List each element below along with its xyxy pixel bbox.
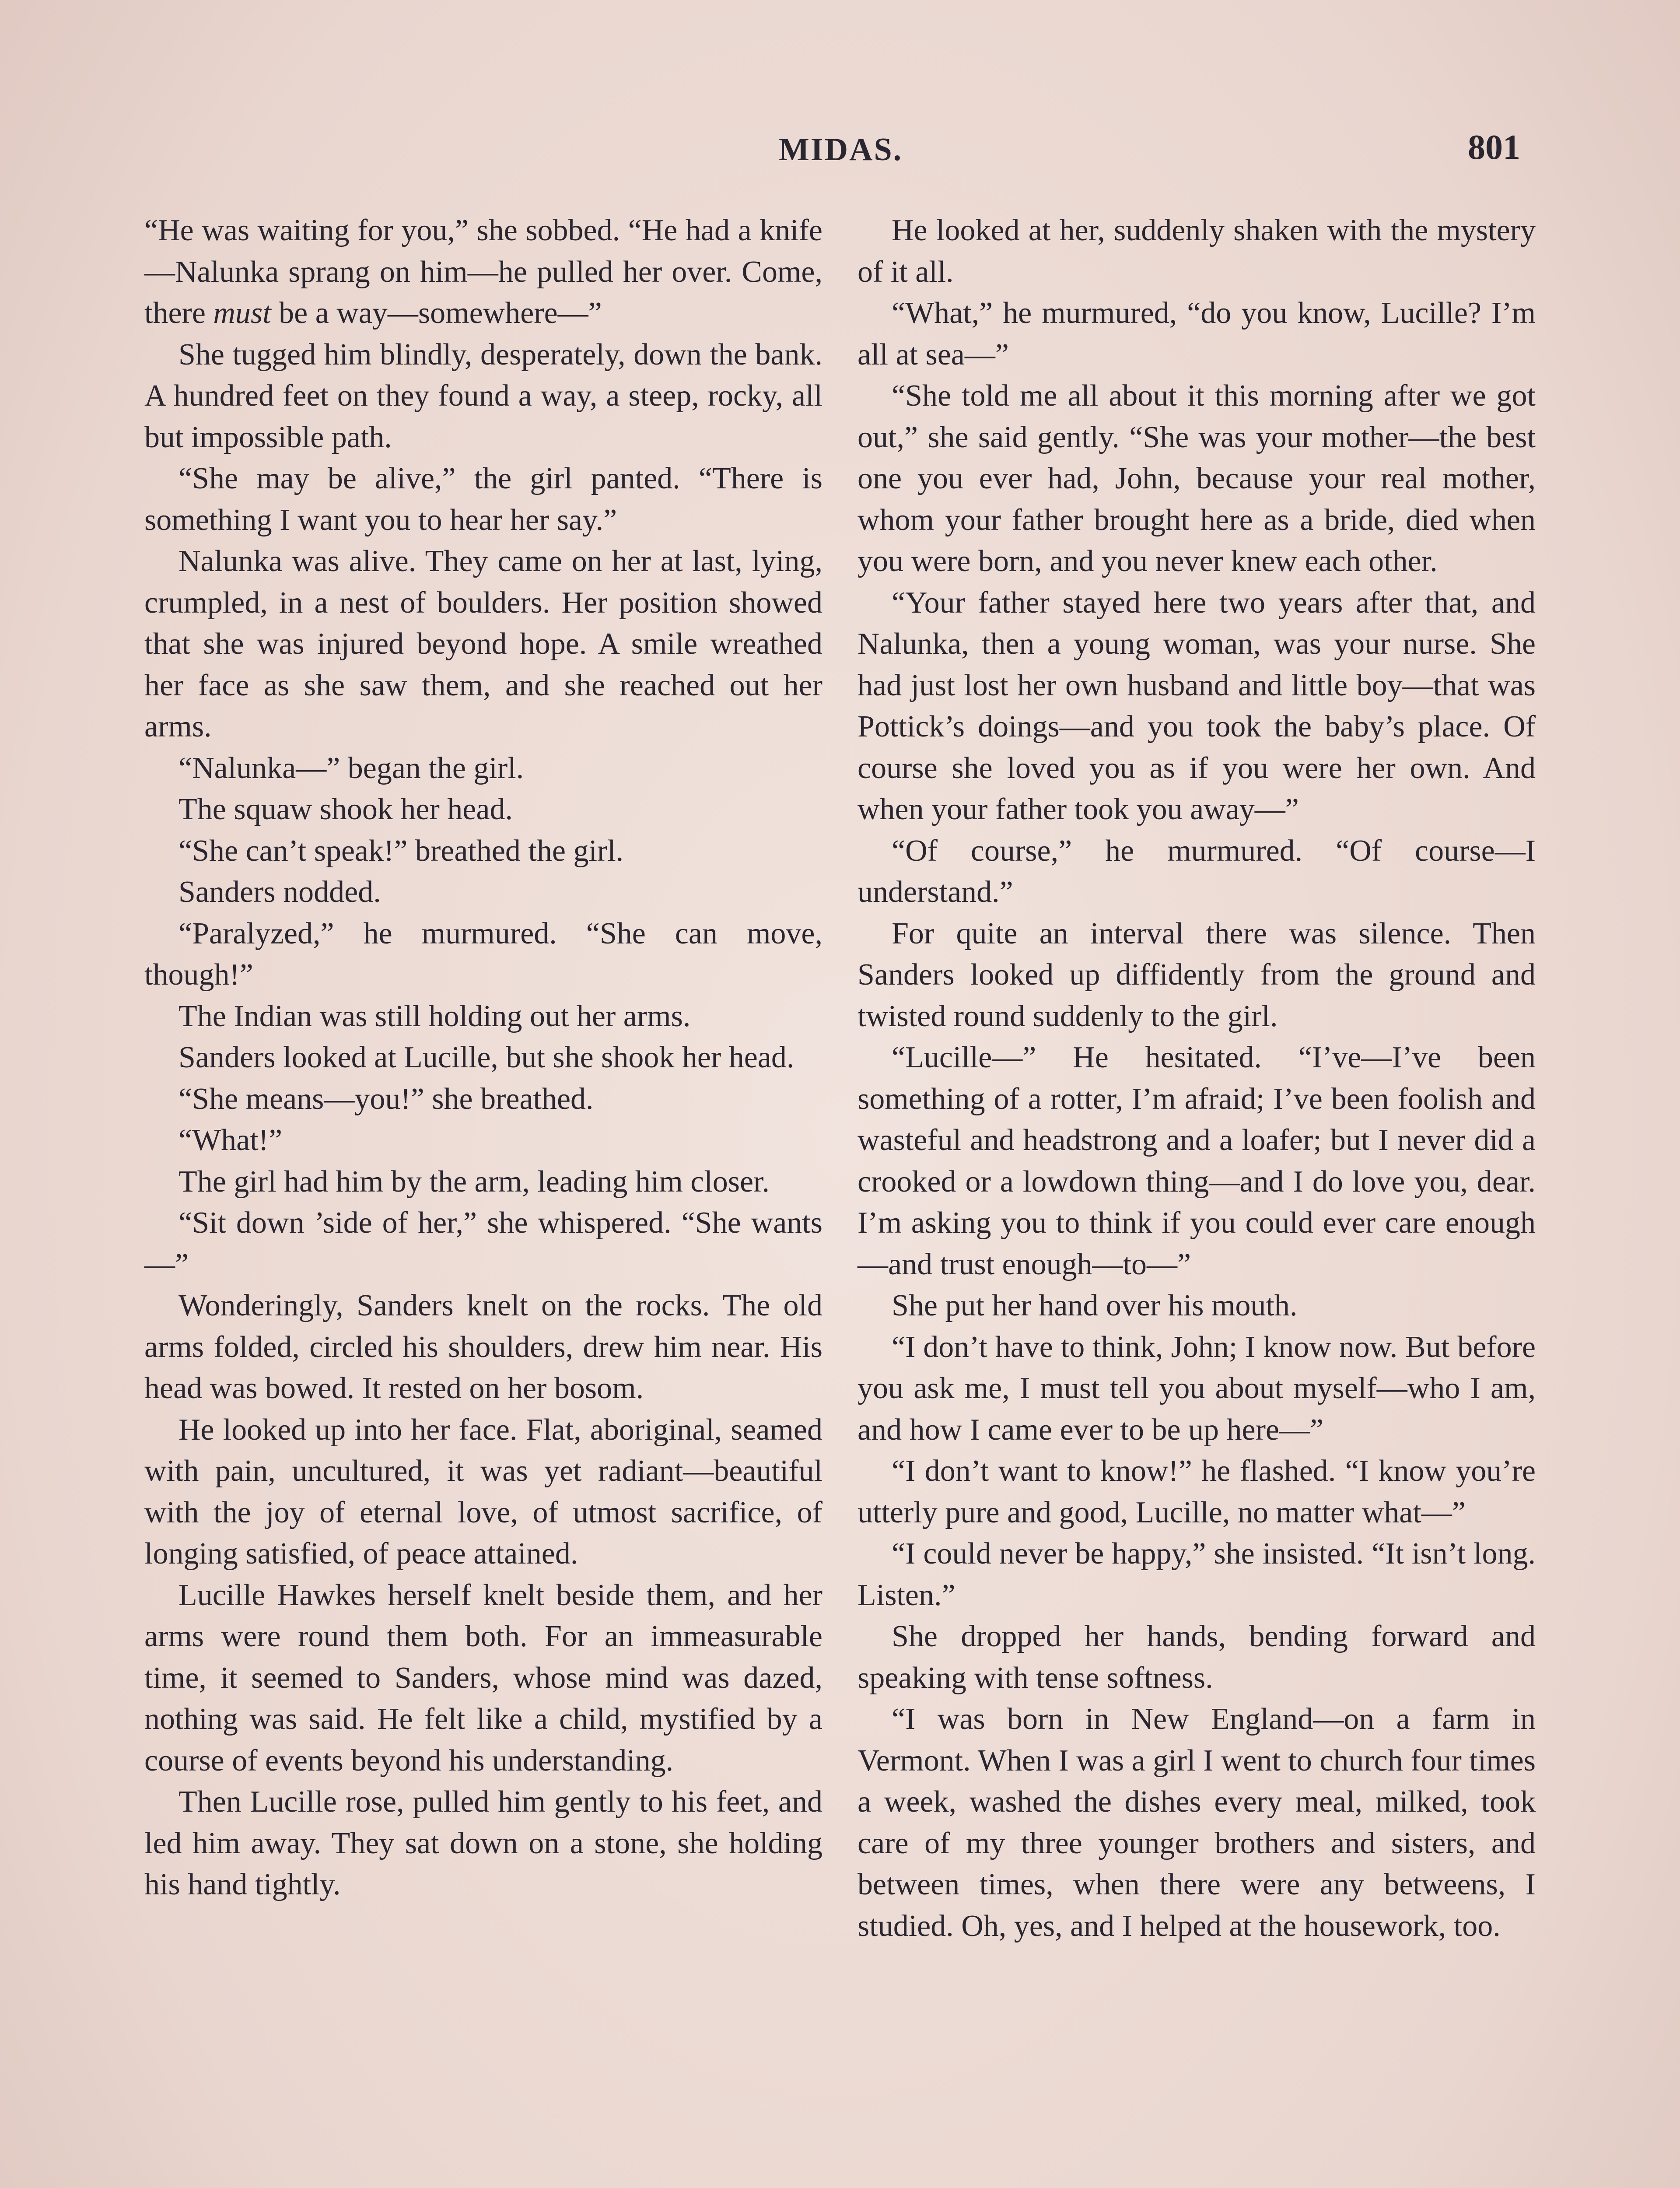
paragraph: He looked up into her face. Flat, aboriginal, seamed with pain, uncultured, it was yet radiant—beautiful with the joy of eternal love, of utmost sacrifice, of longing satisfied, of peace attained. [144,1413,822,1571]
paragraph: He looked at her, suddenly shaken with the mystery of it all. [858,214,1536,289]
emphasis: must [213,296,271,330]
paragraph: Nalunka was alive. They came on her at last, lying, crumpled, in a nest of boulders. Her position showed that she was injured beyond hope. A smile wreathed her face as she saw them, and she reached out her arms. [144,544,822,743]
paragraph: “What,” he murmured, “do you know, Lucille? I’m all at sea—” [858,296,1536,372]
paragraph: “I could never be happy,” she insisted. “It isn’t long. Listen.” [858,1537,1536,1612]
paragraph: “She can’t speak!” breathed the girl. [178,834,624,868]
paragraph: “She may be alive,” the girl panted. “There is something I want you to hear her say.” [144,462,822,537]
paragraph: “I don’t want to know!” he flashed. “I know you’re utterly pure and good, Lucille, no matter what—” [858,1454,1536,1529]
paragraph: “She told me all about it this morning after we got out,” she said gently. “She was your mother—the best one you ever had, John, because your real mother, whom your father brought here as a bride, died when you were born, and you never knew each other. [858,379,1536,578]
paragraph: The squaw shook her head. [178,792,513,826]
paragraph: “Sit down ’side of her,” she whispered. “She wants—” [144,1206,822,1281]
page-number: 801 [1468,128,1520,167]
paragraph: “What!” [178,1123,283,1157]
paragraph: For quite an interval there was silence. Then Sanders looked up diffidently from the ground and twisted round suddenly to the girl. [858,916,1536,1033]
paragraph: “Your father stayed here two years after that, and Nalunka, then a young woman, was your nurse. She had just lost her own husband and little boy—that was Pottick’s doings—and you took the baby’s place. Of course she loved you as if you were her own. And when your father took you away—” [858,586,1536,826]
paragraph: “Paralyzed,” he murmured. “She can move, though!” [144,916,822,992]
paragraph: “I don’t have to think, John; I know now. But before you ask me, I must tell you about myself—who I am, and how I came ever to be up here—” [858,1330,1536,1447]
paragraph: “Lucille—” He hesitated. “I’ve—I’ve been something of a rotter, I’m afraid; I’ve been foolish and wasteful and headstrong and a loafer; but I never did a crooked or a lowdown thing—and I do love you, dear. I’m asking you to think if you could ever care enough—and trust enough—to—” [858,1041,1536,1281]
paragraph: The Indian was still holding out her arms. [178,999,691,1033]
paragraph: She dropped her hands, bending forward and speaking with tense softness. [858,1620,1536,1695]
right-column [858,210,1536,1947]
paragraph: “Of course,” he murmured. “Of course—I understand.” [858,834,1536,909]
paragraph: The girl had him by the arm, leading him closer. [178,1164,770,1199]
left-column [144,210,822,1906]
paragraph: Lucille Hawkes herself knelt beside them, and her arms were round them both. For an immeasurable time, it seemed to Sanders, whose mind was dazed, nothing was said. He felt like a child, mystified by a course of events beyond his understanding. [144,1578,822,1778]
paragraph: Sanders nodded. [178,875,381,909]
running-head: MIDAS. [779,132,903,168]
paragraph: Then Lucille rose, pulled him gently to his feet, and led him away. They sat down on a stone, she holding his hand tightly. [144,1785,822,1901]
paragraph: She put her hand over his mouth. [892,1289,1298,1322]
paragraph: Sanders looked at Lucille, but she shook her head. [178,1041,794,1074]
paragraph: “I was born in New England—on a farm in Vermont. When I was a girl I went to church four times a week, washed the dishes every meal, milked, took care of my three younger brothers and sisters, and between times, when there were any betweens, I studied. Oh, yes, and I helped at the housework, too. [858,1702,1536,1943]
paragraph: “He was waiting for you,” she sobbed. “He had a knife—Nalunka sprang on him—he pulled her over. Come, there must be a way—somewhere—” [144,214,822,330]
paragraph: She tugged him blindly, desperately, down the bank. A hundred feet on they found a way, a steep, rocky, all but impossible path. [144,337,822,454]
paragraph: “Nalunka—” began the girl. [178,751,524,785]
paragraph: “She means—you!” she breathed. [178,1082,594,1116]
paragraph: Wonderingly, Sanders knelt on the rocks. The old arms folded, circled his shoulders, drew him near. His head was bowed. It rested on her bosom. [144,1289,822,1405]
